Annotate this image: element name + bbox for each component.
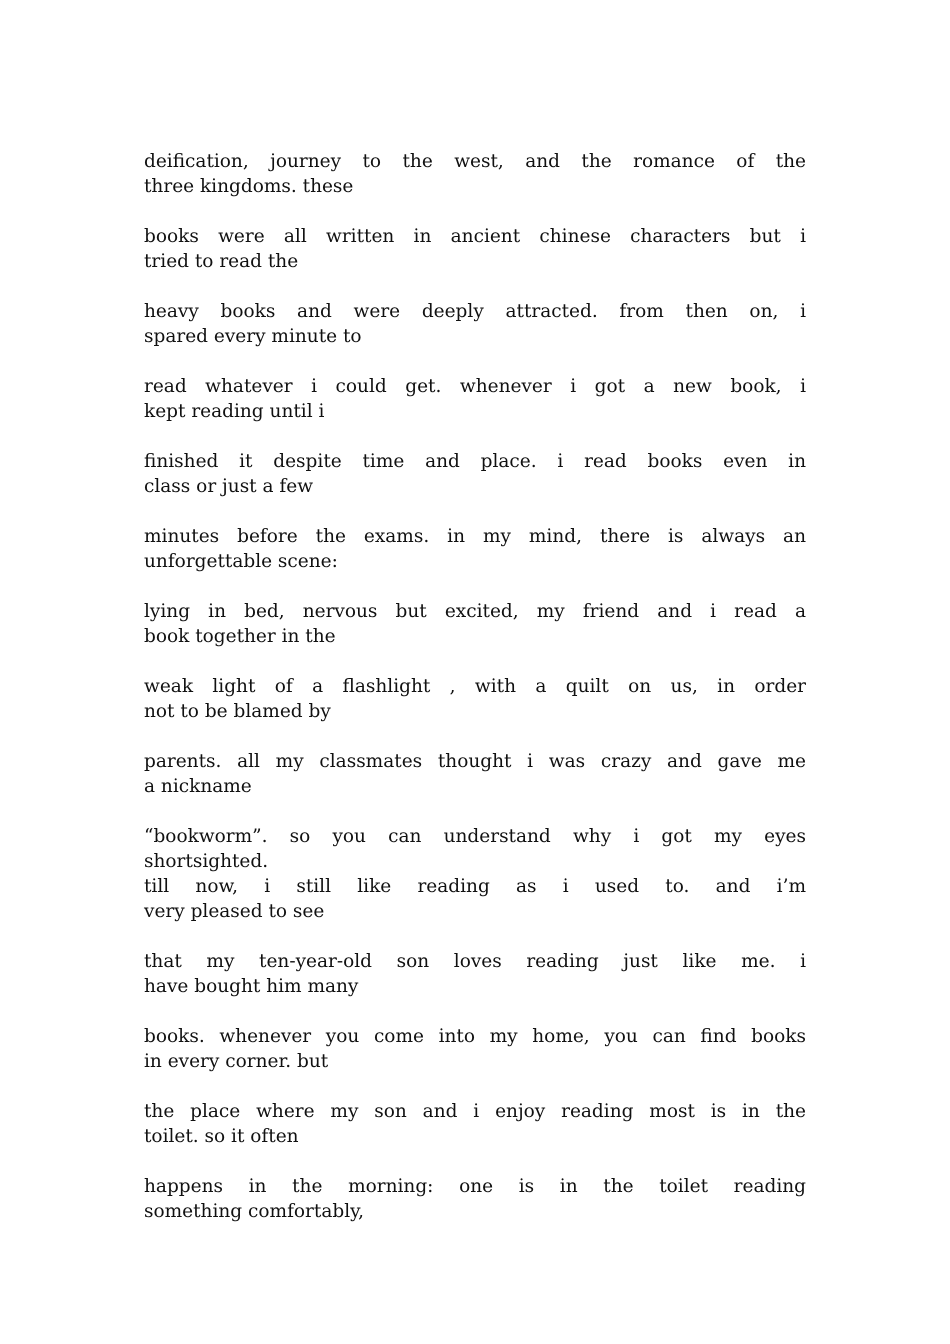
text-line: finished it despite time and place. i read books even in (144, 451, 806, 472)
paragraph-5 (144, 449, 806, 499)
text-line: kept reading until i (144, 401, 325, 422)
paragraph-4 (144, 374, 806, 424)
text-line: minutes before the exams. in my mind, there is always an (144, 526, 806, 547)
paragraph-3 (144, 299, 806, 349)
text-line: deification, journey to the west, and the romance of the (144, 151, 806, 172)
paragraph-15 (144, 1174, 806, 1224)
text-line: parents. all my classmates thought i was crazy and gave me (144, 751, 806, 772)
paragraph-14 (144, 1099, 806, 1149)
text-line: not to be blamed by (144, 701, 331, 722)
paragraph-10 (144, 824, 806, 874)
text-line: heavy books and were deeply attracted. from then on, i (144, 301, 806, 322)
text-line: happens in the morning: one is in the toilet reading (144, 1176, 806, 1197)
text-line: in every corner. but (144, 1051, 329, 1072)
text-line: that my ten-year-old son loves reading just like me. i (144, 951, 806, 972)
paragraph-13 (144, 1024, 806, 1074)
paragraph-11 (144, 874, 806, 924)
paragraph-2 (144, 224, 806, 274)
paragraph-8 (144, 674, 806, 724)
text-line: three kingdoms. these (144, 176, 354, 197)
paragraph-12 (144, 949, 806, 999)
text-line: shortsighted. (144, 851, 269, 872)
paragraph-1 (144, 149, 806, 199)
text-line: books. whenever you come into my home, you can find books (144, 1026, 806, 1047)
text-line: tried to read the (144, 251, 299, 272)
text-line: “bookworm”. so you can understand why i got my eyes (144, 826, 806, 847)
document-body (144, 149, 806, 1224)
text-line: book together in the (144, 626, 336, 647)
text-line: very pleased to see (144, 901, 325, 922)
text-line: unforgettable scene: (144, 551, 338, 572)
text-line: read whatever i could get. whenever i got a new book, i (144, 376, 806, 397)
text-line: weak light of a flashlight , with a quilt on us, in order (144, 676, 806, 697)
text-line: class or just a few (144, 476, 314, 497)
text-line: a nickname (144, 776, 252, 797)
paragraph-9 (144, 749, 806, 799)
text-line: something comfortably, (144, 1201, 364, 1222)
text-line: lying in bed, nervous but excited, my friend and i read a (144, 601, 806, 622)
text-line: toilet. so it often (144, 1126, 299, 1147)
text-line: the place where my son and i enjoy reading most is in the (144, 1101, 806, 1122)
text-line: spared every minute to (144, 326, 362, 347)
text-line: books were all written in ancient chinese characters but i (144, 226, 806, 247)
paragraph-7 (144, 599, 806, 649)
paragraph-6 (144, 524, 806, 574)
text-line: till now, i still like reading as i used to. and i’m (144, 876, 806, 897)
text-line: have bought him many (144, 976, 359, 997)
